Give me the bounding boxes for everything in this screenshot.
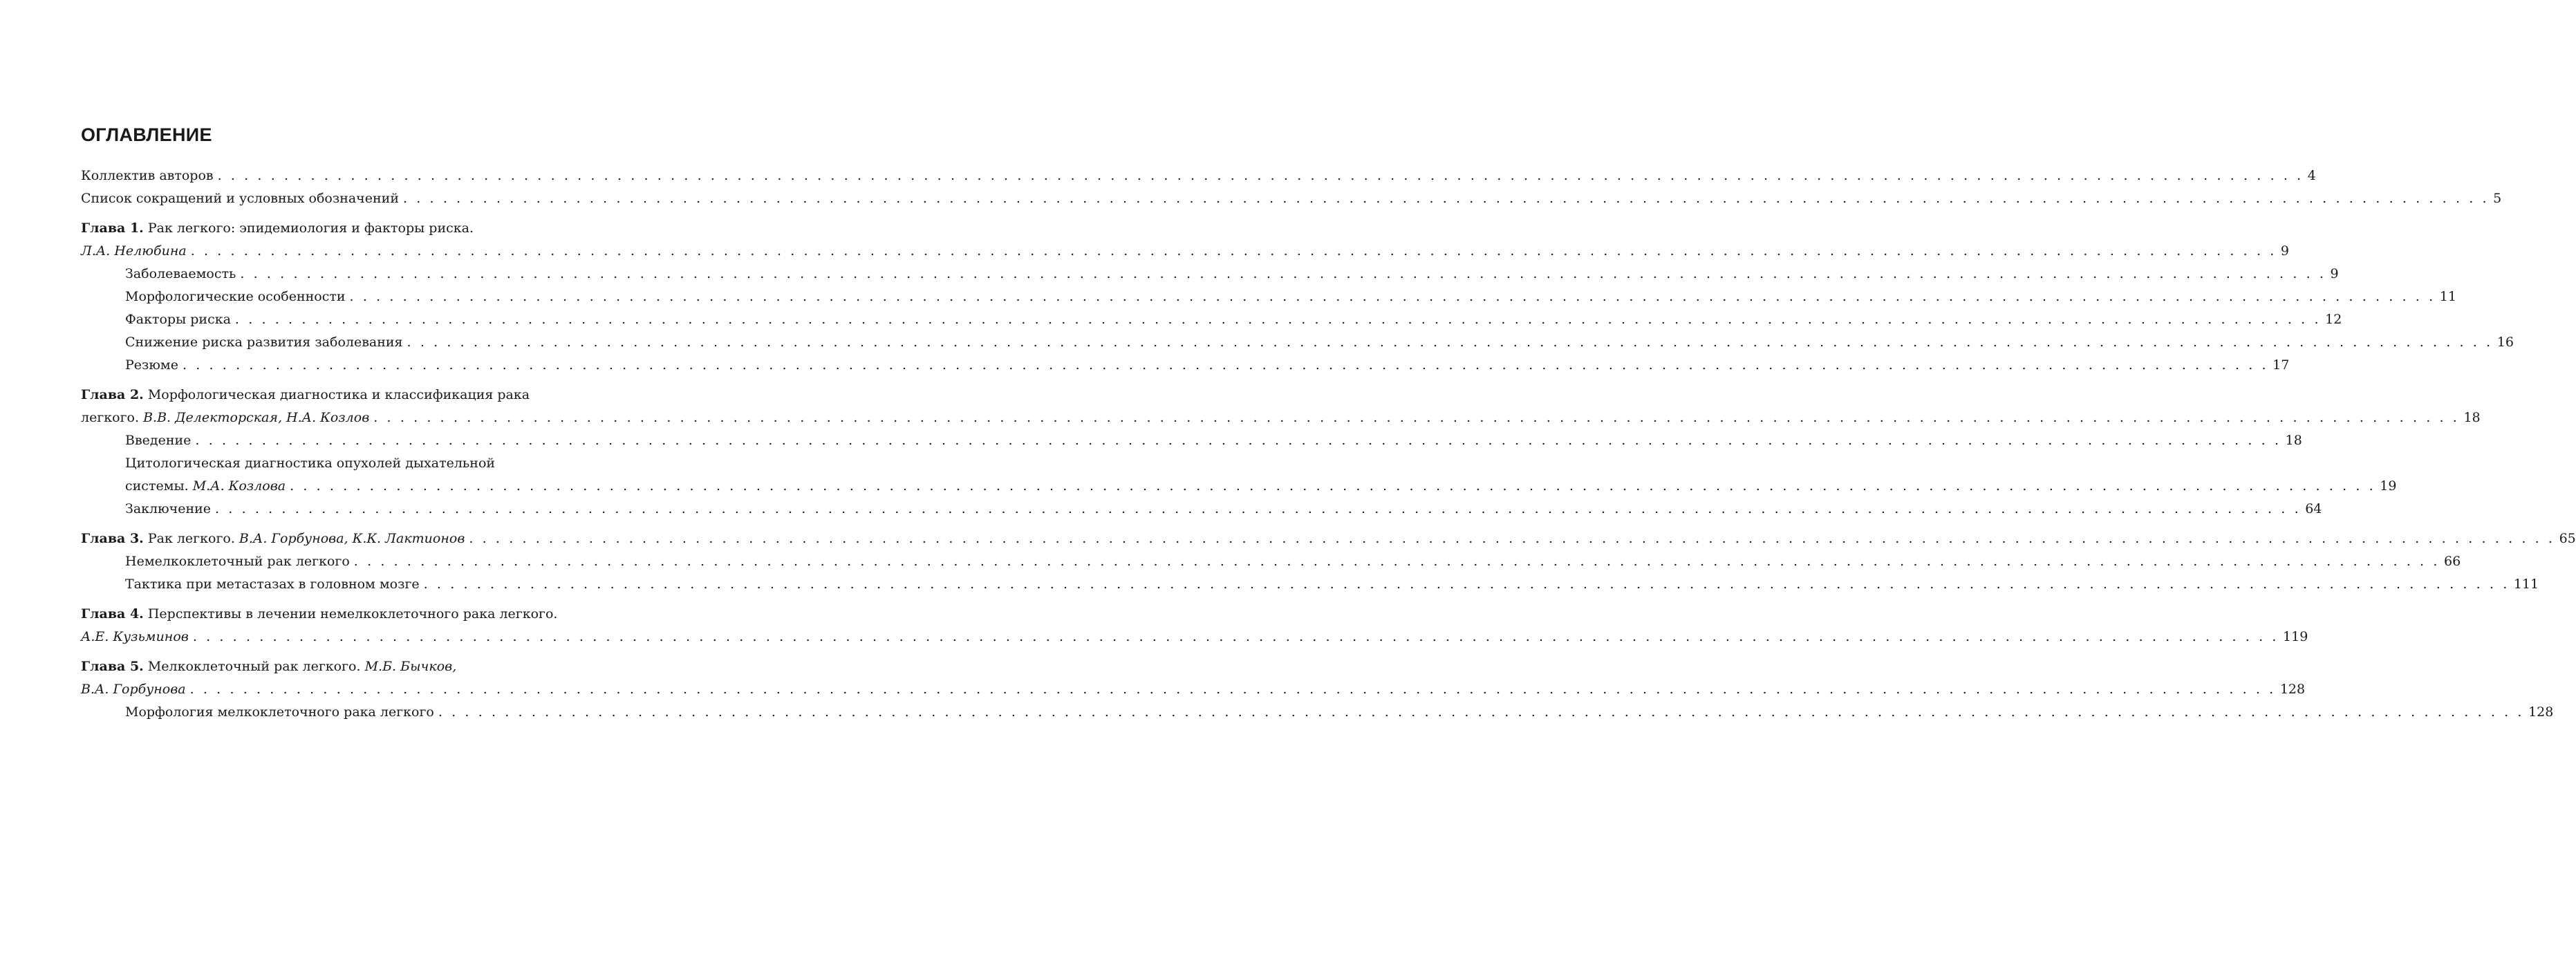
toc-entry-text: Список сокращений и условных обозначений [81, 191, 399, 206]
leader-dots [215, 498, 2301, 521]
chapter-authors: В.В. Делекторская, Н.А. Козлов [143, 410, 370, 425]
chapter-title: Морфологическая диагностика и классификация рака [143, 387, 530, 402]
toc-page-number: 18 [2285, 433, 2302, 448]
chapter-1 [81, 217, 2514, 377]
section-entry [81, 331, 2514, 354]
section-entry [81, 498, 2322, 521]
toc-page-number: 12 [2325, 312, 2342, 327]
section-title-line: Цитологическая диагностика опухолей дыхательной [125, 456, 496, 471]
leader-dots [424, 573, 2510, 596]
section-title: Факторы риска [125, 312, 231, 327]
chapter-label: Глава 5. [81, 659, 144, 674]
toc-page-number: 119 [2283, 629, 2308, 644]
leader-dots [438, 701, 2524, 724]
leader-dots [190, 678, 2276, 701]
section-entry [81, 701, 2554, 724]
section-title-tail: системы. [125, 478, 193, 494]
toc-page-number: 111 [2513, 577, 2539, 592]
section-entry [81, 429, 2302, 452]
section-title: Снижение риска развития заболевания [125, 335, 403, 350]
section-title: Заключение [125, 501, 212, 516]
toc-entry-text: Коллектив авторов [81, 168, 214, 183]
section-title: Немелкоклеточный рак легкого [125, 554, 350, 569]
chapter-authors-line [81, 626, 2308, 648]
section-entry [81, 263, 2339, 286]
chapter-heading [81, 384, 612, 406]
toc-page-number: 64 [2305, 501, 2322, 516]
chapter-title: Рак легкого: эпидемиология и факторы риска. [143, 221, 474, 236]
section-title: Морфология мелкоклеточного рака легкого [125, 704, 434, 720]
section-entry [81, 286, 2456, 308]
chapter-5 [81, 655, 2554, 724]
section-title: Резюме [125, 357, 178, 373]
chapter-title: Перспективы в лечении немелкоклеточного рака легкого. [143, 606, 558, 621]
leader-dots [183, 354, 2268, 377]
section-entry [81, 475, 2397, 498]
chapter-authors-line [81, 406, 2481, 429]
chapter-2 [81, 384, 2481, 521]
section-title: Морфологические особенности [125, 289, 346, 304]
toc-entry [81, 165, 2316, 187]
section-title: Тактика при метастазах в головном мозге [125, 577, 420, 592]
section-entry [81, 354, 2290, 377]
leader-dots [193, 626, 2279, 648]
chapter-label: Глава 2. [81, 387, 144, 402]
chapter-3 [81, 527, 2576, 596]
toc-page-number: 128 [2279, 682, 2306, 697]
chapter-heading [81, 603, 612, 626]
leader-dots [350, 286, 2436, 308]
leader-dots [195, 429, 2281, 452]
leader-dots [235, 308, 2321, 331]
chapter-4 [81, 603, 2308, 648]
toc-page-number: 18 [2463, 410, 2481, 425]
toc-entry [81, 187, 2502, 210]
section-title: Введение [125, 433, 192, 448]
page-title: ОГЛАВЛЕНИЕ [81, 124, 212, 145]
leader-dots [218, 165, 2304, 187]
leader-dots [191, 240, 2277, 263]
chapter-heading-text [81, 527, 465, 550]
leader-dots [240, 263, 2326, 286]
section-entry [81, 308, 2342, 331]
chapter-heading [81, 655, 612, 678]
toc-page-number: 19 [2380, 478, 2397, 494]
chapter-title-tail: легкого. [81, 410, 144, 425]
chapter-heading [81, 217, 612, 240]
toc-page-number: 17 [2272, 357, 2290, 373]
leader-dots [407, 331, 2493, 354]
chapter-authors-line [81, 678, 2306, 701]
toc-page-number: 65 [2559, 531, 2576, 546]
chapter-label: Глава 3. [81, 531, 144, 546]
chapter-authors-line [81, 240, 2289, 263]
chapter-authors: В.А. Горбунова [81, 682, 186, 697]
chapter-label: Глава 1. [81, 221, 144, 236]
toc-page-number: 128 [2528, 704, 2554, 720]
leader-dots [354, 550, 2440, 573]
chapter-authors: Л.А. Нелюбина [81, 243, 187, 259]
table-of-contents [81, 123, 2576, 724]
chapter-authors-first: М.Б. Бычков, [364, 659, 457, 674]
leader-dots [469, 527, 2555, 550]
toc-page-number: 9 [2330, 266, 2339, 281]
toc-page-number: 66 [2443, 554, 2461, 569]
chapter-title: Рак легкого. [143, 531, 239, 546]
section-title: Заболеваемость [125, 266, 236, 281]
toc-page-number: 4 [2307, 168, 2316, 183]
chapter-heading [81, 527, 2576, 550]
section-entry [81, 573, 2539, 596]
section-entry [81, 550, 2461, 573]
chapter-title-continued [81, 406, 369, 429]
chapter-authors: А.Е. Кузьминов [81, 629, 189, 644]
chapter-label: Глава 4. [81, 606, 144, 621]
leader-dots [373, 406, 2459, 429]
leader-dots [403, 187, 2489, 210]
toc-page-number: 9 [2280, 243, 2289, 259]
toc-page-number: 11 [2439, 289, 2456, 304]
chapter-title: Мелкоклеточный рак легкого. [143, 659, 365, 674]
section-authors: М.А. Козлова [192, 478, 286, 494]
section-title-continued [125, 475, 286, 498]
toc-page-number: 5 [2493, 191, 2502, 206]
leader-dots [290, 475, 2376, 498]
chapter-authors: В.А. Горбунова, К.К. Лактионов [239, 531, 465, 546]
toc-page-number: 16 [2496, 335, 2514, 350]
